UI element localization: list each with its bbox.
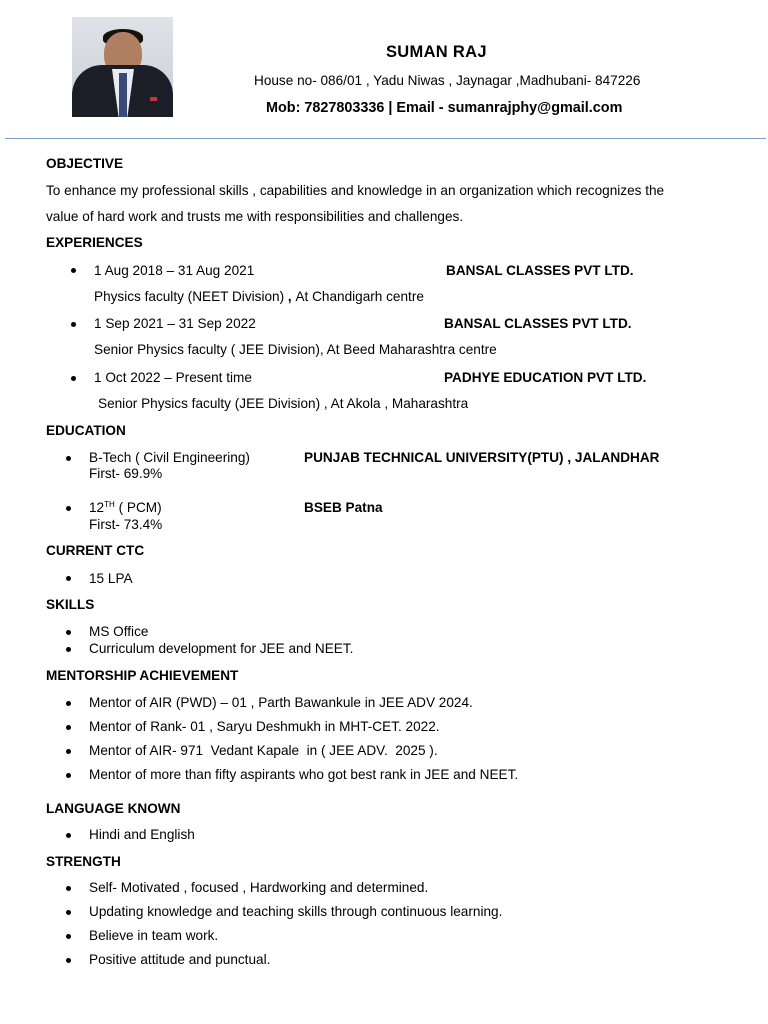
mentorship-item: Mentor of more than fifty aspirants who got best rank in JEE and NEET. [89, 767, 519, 782]
experience-detail: Senior Physics faculty ( JEE Division), At Beed Maharashtra centre [94, 342, 497, 357]
education-course [89, 500, 162, 515]
education-institution: BSEB Patna [304, 500, 383, 515]
objective-line-2: value of hard work and trusts me with responsibilities and challenges. [46, 209, 464, 224]
experience-detail [94, 289, 424, 304]
bullet-icon [66, 910, 71, 915]
address: House no- 086/01 , Yadu Niwas , Jaynagar ,Madhubani- 847226 [254, 73, 641, 88]
experience-location: At Chandigarh centre [295, 289, 424, 304]
experience-role-separator: , [284, 289, 296, 304]
bullet-icon [71, 268, 76, 273]
bullet-icon [66, 958, 71, 963]
education-course-level: 12 [89, 500, 105, 515]
experience-dates: 1 Sep 2021 – 31 Sep 2022 [94, 316, 256, 331]
bullet-icon [66, 647, 71, 652]
education-course-stream: ( PCM) [114, 500, 162, 515]
experience-company: BANSAL CLASSES PVT LTD. [446, 263, 634, 278]
ctc-value: 15 LPA [89, 571, 133, 586]
bullet-icon [66, 833, 71, 838]
mentorship-item: Mentor of AIR- 971 Vedant Kapale in ( JEE ADV. 2025 ). [89, 743, 438, 758]
education-result: First- 73.4% [89, 517, 163, 532]
language-heading: LANGUAGE KNOWN [46, 801, 181, 816]
photo-tie [119, 73, 127, 117]
strength-item: Positive attitude and punctual. [89, 952, 271, 967]
profile-photo [72, 17, 173, 117]
experience-dates: 1 Aug 2018 – 31 Aug 2021 [94, 263, 255, 278]
bullet-icon [66, 749, 71, 754]
photo-pocket-square [150, 97, 157, 101]
skill-item: Curriculum development for JEE and NEET. [89, 641, 354, 656]
strength-item: Updating knowledge and teaching skills through continuous learning. [89, 904, 503, 919]
strength-heading: STRENGTH [46, 854, 121, 869]
mentorship-heading: MENTORSHIP ACHIEVEMENT [46, 668, 239, 683]
bullet-icon [71, 376, 76, 381]
experience-company: PADHYE EDUCATION PVT LTD. [444, 370, 647, 385]
education-institution: PUNJAB TECHNICAL UNIVERSITY(PTU) , JALANDHAR [304, 450, 660, 465]
mentorship-item: Mentor of Rank- 01 , Saryu Deshmukh in MHT-CET. 2022. [89, 719, 440, 734]
bullet-icon [66, 725, 71, 730]
bullet-icon [66, 934, 71, 939]
education-course: B-Tech ( Civil Engineering) [89, 450, 250, 465]
bullet-icon [66, 701, 71, 706]
bullet-icon [66, 886, 71, 891]
bullet-icon [66, 456, 71, 461]
strength-item: Self- Motivated , focused , Hardworking and determined. [89, 880, 429, 895]
ctc-heading: CURRENT CTC [46, 543, 145, 558]
bullet-icon [66, 506, 71, 511]
education-result: First- 69.9% [89, 466, 163, 481]
experiences-heading: EXPERIENCES [46, 235, 143, 250]
bullet-icon [66, 576, 71, 581]
skills-heading: SKILLS [46, 597, 95, 612]
candidate-name: SUMAN RAJ [386, 43, 487, 61]
experience-company: BANSAL CLASSES PVT LTD. [444, 316, 632, 331]
language-value: Hindi and English [89, 827, 195, 842]
mentorship-item: Mentor of AIR (PWD) – 01 , Parth Bawankule in JEE ADV 2024. [89, 695, 473, 710]
bullet-icon [71, 322, 76, 327]
skill-item: MS Office [89, 624, 149, 639]
contact-line[interactable]: Mob: 7827803336 | Email - sumanrajphy@gmail.com [266, 100, 623, 116]
header-divider [5, 138, 766, 139]
objective-heading: OBJECTIVE [46, 156, 124, 171]
strength-item: Believe in team work. [89, 928, 219, 943]
experience-dates: 1 Oct 2022 – Present time [94, 370, 252, 385]
education-heading: EDUCATION [46, 423, 126, 438]
objective-line-1: To enhance my professional skills , capabilities and knowledge in an organization which recognizes the [46, 183, 665, 198]
bullet-icon [66, 630, 71, 635]
education-course-superscript: TH [104, 500, 115, 509]
bullet-icon [66, 773, 71, 778]
experience-detail: Senior Physics faculty (JEE Division) , At Akola , Maharashtra [98, 396, 469, 411]
experience-role: Physics faculty (NEET Division) [94, 289, 285, 304]
